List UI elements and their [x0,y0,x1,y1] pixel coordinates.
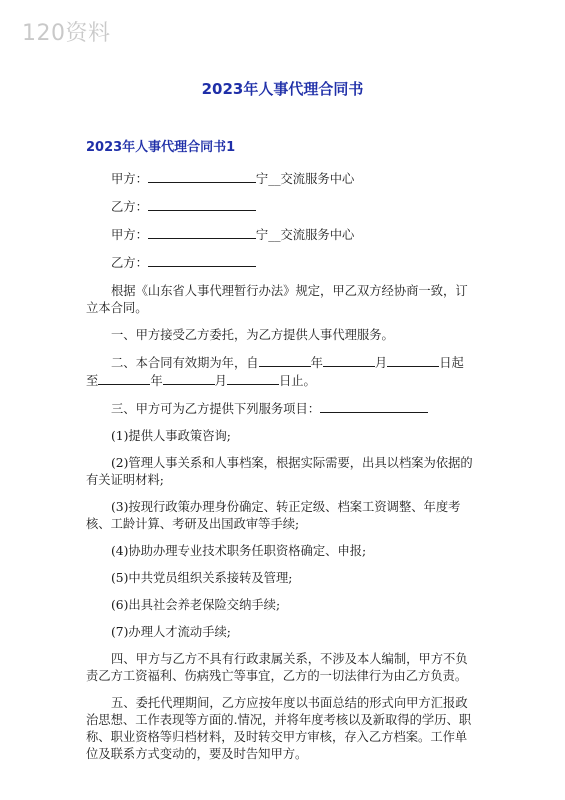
fill-blank [148,226,256,239]
term-text: 年 [150,374,163,388]
term-text: 日止。 [278,374,316,388]
party-suffix: 宁__交流服务中心 [255,228,355,242]
fill-blank [320,400,428,413]
party-line [86,226,476,244]
document-title: 2023年人事代理合同书 [201,80,364,98]
paragraph-basis: 根据《山东省人事代理暂行办法》规定，甲乙双方经协商一致，订立本合同。 [86,284,468,315]
service-item: (4)协助办理专业技术职务任职资格确定、申报; [111,544,367,558]
fill-blank [98,372,150,385]
service-item: (6)出具社会养老保险交纳手续; [111,598,281,612]
fill-blank [323,354,375,367]
fill-blank [148,170,256,183]
term-text: 日起至 [86,356,464,388]
fill-blank [387,354,439,367]
term-text: 二、本合同有效期为年，自 [111,356,259,370]
section-heading: 2023年人事代理合同书1 [86,140,236,155]
party-label: 甲方： [111,228,148,242]
service-item: (7)办理人才流动手续; [111,625,231,639]
service-item: (3)按现行政策办理身份确定、转正定级、档案工资调整、年度考核、工龄计算、考研及出国政审等手续; [86,500,461,531]
fill-blank [227,372,279,385]
fill-blank [163,372,215,385]
paragraph-5: 五、委托代理期间，乙方应按年度以书面总结的形式向甲方汇报政治思想、工作表现等方面的.情况，并将年度考核以及新取得的学历、职称、职业资格等归档材料，及时转交甲方审核，存入乙方档案。工作单位及联系方式变动的，要及时告知甲方。 [86,696,472,761]
service-item: (5)中共党员组织关系接转及管理; [111,571,293,585]
party-line [86,170,476,188]
contract-body [86,170,476,773]
party-label: 乙方： [111,256,148,270]
fill-blank [148,254,256,267]
watermark-logo: 120资料 [22,21,111,46]
service-item: (1)提供人事政策咨询; [111,429,231,443]
party-suffix: 宁__交流服务中心 [255,172,355,186]
term-text: 月 [374,356,388,370]
term-text: 月 [214,374,227,388]
paragraph-1: 一、甲方接受乙方委托，为乙方提供人事代理服务。 [111,328,394,342]
party-line [86,198,476,216]
paragraph-4: 四、甲方与乙方不具有行政隶属关系，不涉及本人编制，甲方不负责乙方工资福利、伤病残亡等事宜，乙方的一切法律行为由乙方负责。 [86,652,468,683]
service-item: (2)管理人事关系和人事档案，根据实际需要，出具以档案为依据的有关证明材料; [86,456,473,487]
paragraph-3 [86,400,476,418]
party-line [86,254,476,272]
term-text: 年 [310,356,323,370]
party-label: 甲方： [111,172,148,186]
paragraph-2 [86,354,476,390]
party-label: 乙方： [111,200,148,214]
services-intro: 三、甲方可为乙方提供下列服务项目： [111,402,321,416]
fill-blank [148,198,256,211]
fill-blank [259,354,311,367]
